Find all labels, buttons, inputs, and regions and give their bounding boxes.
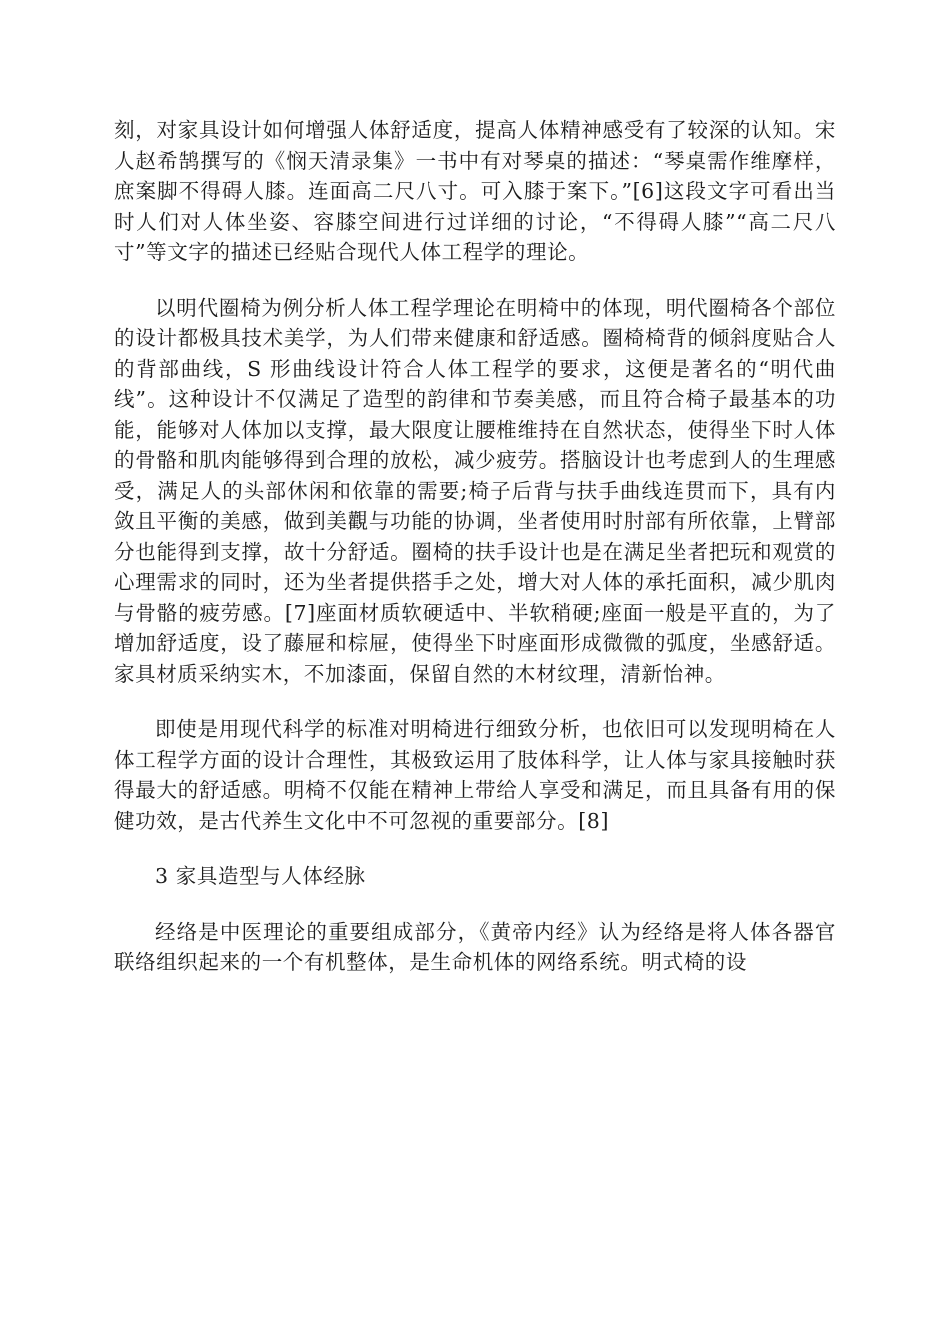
paragraph-meridians: 经络是中医理论的重要组成部分，《黄帝内经》认为经络是将人体各器官联络组织起来的一个有机整体，是生命机体的网络系统。明式椅的设 [114,919,836,974]
paragraph-ergonomics-song: 刻，对家具设计如何增强人体舒适度，提高人体精神感受有了较深的认知。宋人赵希鹄撰写的《悯天清录集》一书中有对琴桌的描述：“琴桌需作维摩样，庶案脚不得碍人膝。连面高二尺八寸。可入膝于案下。”[6]这段文字可看出当时人们对人体坐姿、容膝空间进行过详细的讨论，“不得碍人膝”“高二尺八寸”等文字的描述已经贴合现代人体工程学的理论。 [114,118,836,264]
paragraph-ming-armchair: 以明代圈椅为例分析人体工程学理论在明椅中的体现，明代圈椅各个部位的设计都极具技术美学，为人们带来健康和舒适感。圈椅椅背的倾斜度贴合人的背部曲线，S 形曲线设计符合人体工程学的要求，这便是著名的“明代曲线”。这种设计不仅满足了造型的韵律和节奏美感，而且符合椅子最基本的功能，能够对人体加以支撑，最大限度让腰椎维持在自然状态，使得坐下时人体的骨骼和肌肉能够得到合理的放松，减少疲劳。搭脑设计也考虑到人的生理感受，满足人的头部休闲和依靠的需要;椅子后背与扶手曲线连贯而下，具有内敛且平衡的美感，做到美觀与功能的协调，坐者使用时肘部有所依靠，上臂部分也能得到支撑，故十分舒适。圈椅的扶手设计也是在满足坐者把玩和观赏的心理需求的同时，还为坐者提供搭手之处，增大对人体的承托面积，减少肌肉与骨骼的疲劳感。[7]座面材质软硬适中、半软稍硬;座面一般是平直的，为了增加舒适度，设了藤屉和棕屉，使得坐下时座面形成微微的弧度，坐感舒适。家具材质采纳实木，不加漆面，保留自然的木材纹理，清新怡神。 [114,295,836,686]
section-heading: 3 家具造型与人体经脉 [155,864,366,888]
paragraph-ming-chair-analysis: 即使是用现代科学的标准对明椅进行细致分析，也依旧可以发现明椅在人体工程学方面的设计合理性，其极致运用了肢体科学，让人体与家具接触时获得最大的舒适感。明椅不仅能在精神上带给人享受和满足，而且具备有用的保健功效，是古代养生文化中不可忽视的重要部分。[8] [114,717,836,833]
document-body [114,115,836,1003]
